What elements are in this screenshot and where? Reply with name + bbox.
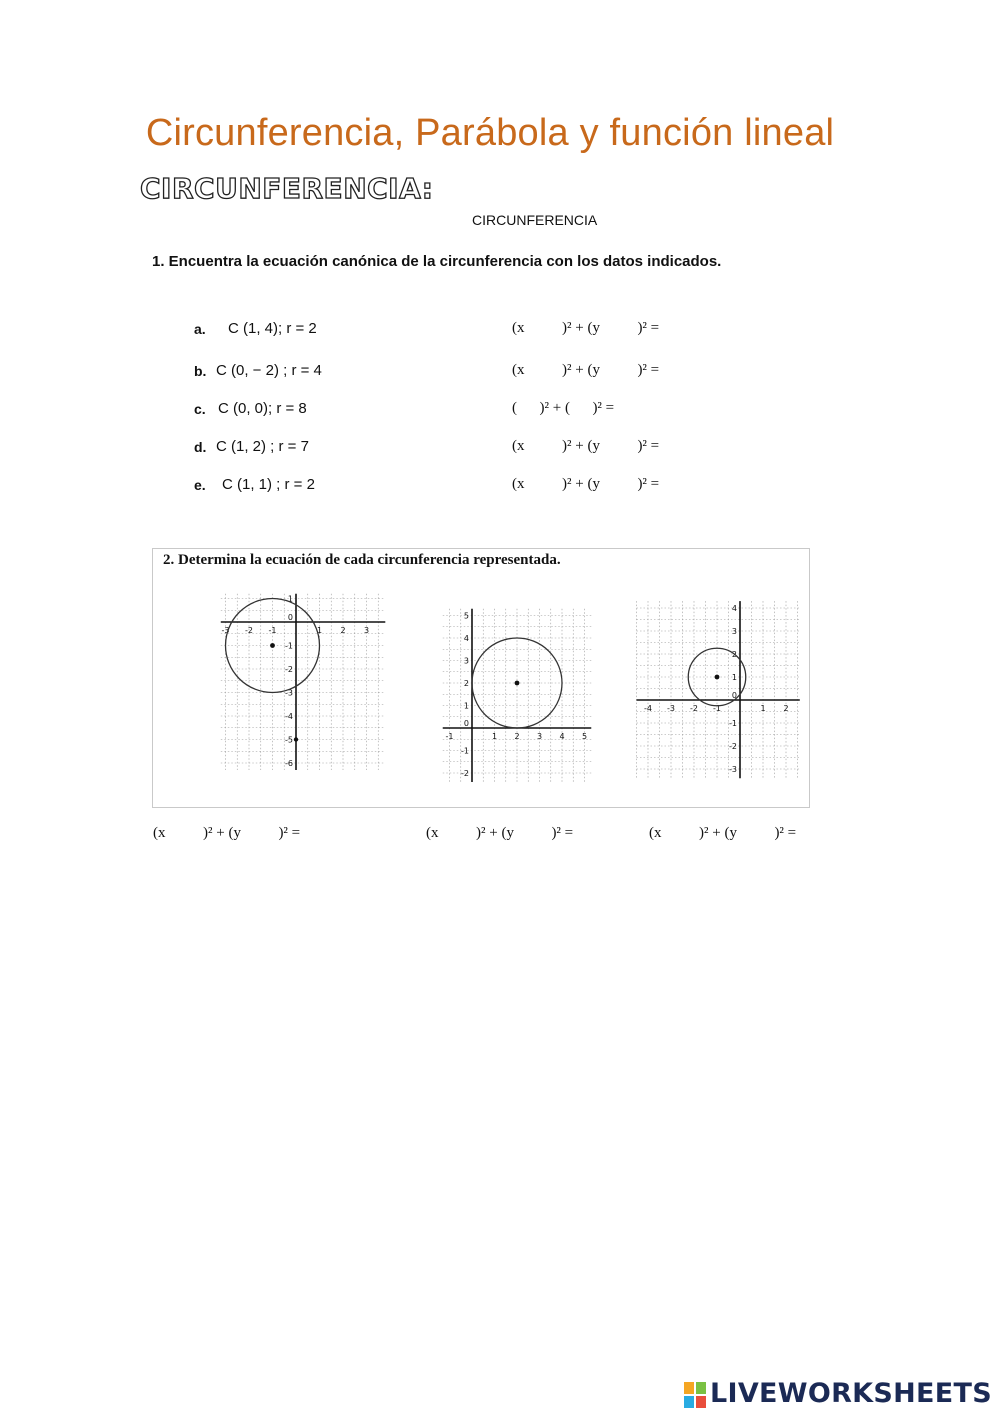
y-tick-label: -3 bbox=[285, 688, 293, 698]
x-tick-label: -1 bbox=[713, 704, 721, 713]
x-tick-label: 1 bbox=[316, 626, 323, 635]
x-tick-label: 3 bbox=[363, 626, 370, 635]
y-tick-label: -3 bbox=[729, 765, 737, 774]
y-tick-label: 5 bbox=[463, 611, 469, 621]
circle-graph-3 bbox=[637, 601, 800, 778]
item-label: e. bbox=[194, 477, 206, 493]
x-tick-label: -3 bbox=[667, 704, 675, 713]
x-tick-label: -2 bbox=[690, 704, 698, 713]
y-tick-label: 0 bbox=[287, 613, 293, 622]
item-label: a. bbox=[194, 321, 206, 337]
axis-point bbox=[294, 737, 298, 741]
section-heading: CIRCUNFERENCIA: bbox=[140, 172, 434, 205]
x-tick-label: -3 bbox=[221, 626, 230, 635]
y-tick-label: -2 bbox=[285, 665, 293, 674]
answer-equation[interactable]: (x )² + (y )² = bbox=[512, 362, 660, 378]
y-tick-label: -4 bbox=[285, 712, 293, 721]
x-tick-label: 4 bbox=[559, 732, 565, 741]
x-tick-label: 1 bbox=[491, 732, 498, 741]
page-title: Circunferencia, Parábola y función lineal bbox=[145, 112, 835, 154]
item-data: C (0, − 2) ; r = 4 bbox=[216, 362, 322, 379]
y-tick-label: 1 bbox=[731, 673, 737, 682]
y-tick-label: 0 bbox=[731, 691, 737, 700]
y-tick-label: 3 bbox=[731, 627, 737, 636]
y-tick-label: -6 bbox=[285, 759, 293, 768]
y-tick-label: 4 bbox=[463, 634, 469, 643]
x-tick-label: 2 bbox=[340, 626, 346, 635]
item-data: C (1, 4); r = 2 bbox=[228, 320, 317, 337]
y-tick-label: -5 bbox=[285, 735, 293, 745]
sub-heading: CIRCUNFERENCIA bbox=[472, 212, 598, 228]
x-tick-label: 2 bbox=[783, 704, 789, 713]
circle-graph-2 bbox=[443, 609, 592, 782]
circle-graph-1 bbox=[221, 594, 385, 770]
y-tick-label: 3 bbox=[463, 656, 469, 666]
question-1-prompt: 1. Encuentra la ecuación canónica de la circunferencia con los datos indicados. bbox=[152, 253, 722, 270]
y-tick-label: 2 bbox=[463, 679, 469, 688]
answer-equation[interactable]: (x )² + (y )² = bbox=[512, 438, 660, 454]
x-tick-label: 1 bbox=[760, 704, 766, 713]
x-tick-label: 2 bbox=[514, 732, 520, 741]
y-tick-label: 1 bbox=[463, 701, 469, 711]
x-tick-label: -4 bbox=[644, 704, 652, 713]
y-tick-label: -1 bbox=[729, 719, 737, 728]
item-label: d. bbox=[194, 439, 207, 455]
answer-equation[interactable]: (x )² + (y )² = bbox=[512, 476, 660, 492]
y-tick-label: 1 bbox=[287, 594, 293, 604]
item-data: C (1, 2) ; r = 7 bbox=[216, 438, 309, 455]
y-tick-label: -2 bbox=[461, 769, 469, 778]
graph-2-answer[interactable]: (x )² + (y )² = bbox=[426, 825, 574, 841]
liveworksheets-logo-icon bbox=[684, 1382, 706, 1408]
graph-1-answer[interactable]: (x )² + (y )² = bbox=[153, 825, 301, 841]
x-tick-label: 5 bbox=[581, 732, 588, 741]
y-tick-label: -2 bbox=[729, 742, 737, 751]
item-data: C (0, 0); r = 8 bbox=[218, 400, 307, 417]
graph-3-answer[interactable]: (x )² + (y )² = bbox=[649, 825, 797, 841]
x-tick-label: -2 bbox=[245, 626, 253, 635]
y-tick-label: -1 bbox=[461, 746, 469, 756]
liveworksheets-logo bbox=[684, 1378, 992, 1409]
y-tick-label: 2 bbox=[731, 650, 737, 659]
y-tick-label: 0 bbox=[463, 719, 469, 728]
x-tick-label: 3 bbox=[536, 732, 543, 741]
circle-center-point bbox=[270, 643, 275, 648]
item-label: b. bbox=[194, 363, 207, 379]
x-tick-label: -1 bbox=[268, 626, 277, 635]
answer-equation[interactable]: (x )² + (y )² = bbox=[512, 320, 660, 336]
answer-equation[interactable]: ( )² + ( )² = bbox=[512, 400, 615, 416]
circle-center-point bbox=[515, 681, 520, 686]
circle-center-point bbox=[715, 675, 720, 680]
y-tick-label: -1 bbox=[285, 641, 293, 651]
y-tick-label: 4 bbox=[731, 604, 737, 613]
item-label: c. bbox=[194, 401, 206, 417]
logo-text: LIVEWORKSHEETS bbox=[709, 1378, 992, 1409]
item-data: C (1, 1) ; r = 2 bbox=[222, 476, 315, 493]
question-2-prompt: 2. Determina la ecuación de cada circunferencia representada. bbox=[163, 552, 561, 568]
x-tick-label: -1 bbox=[445, 732, 454, 741]
